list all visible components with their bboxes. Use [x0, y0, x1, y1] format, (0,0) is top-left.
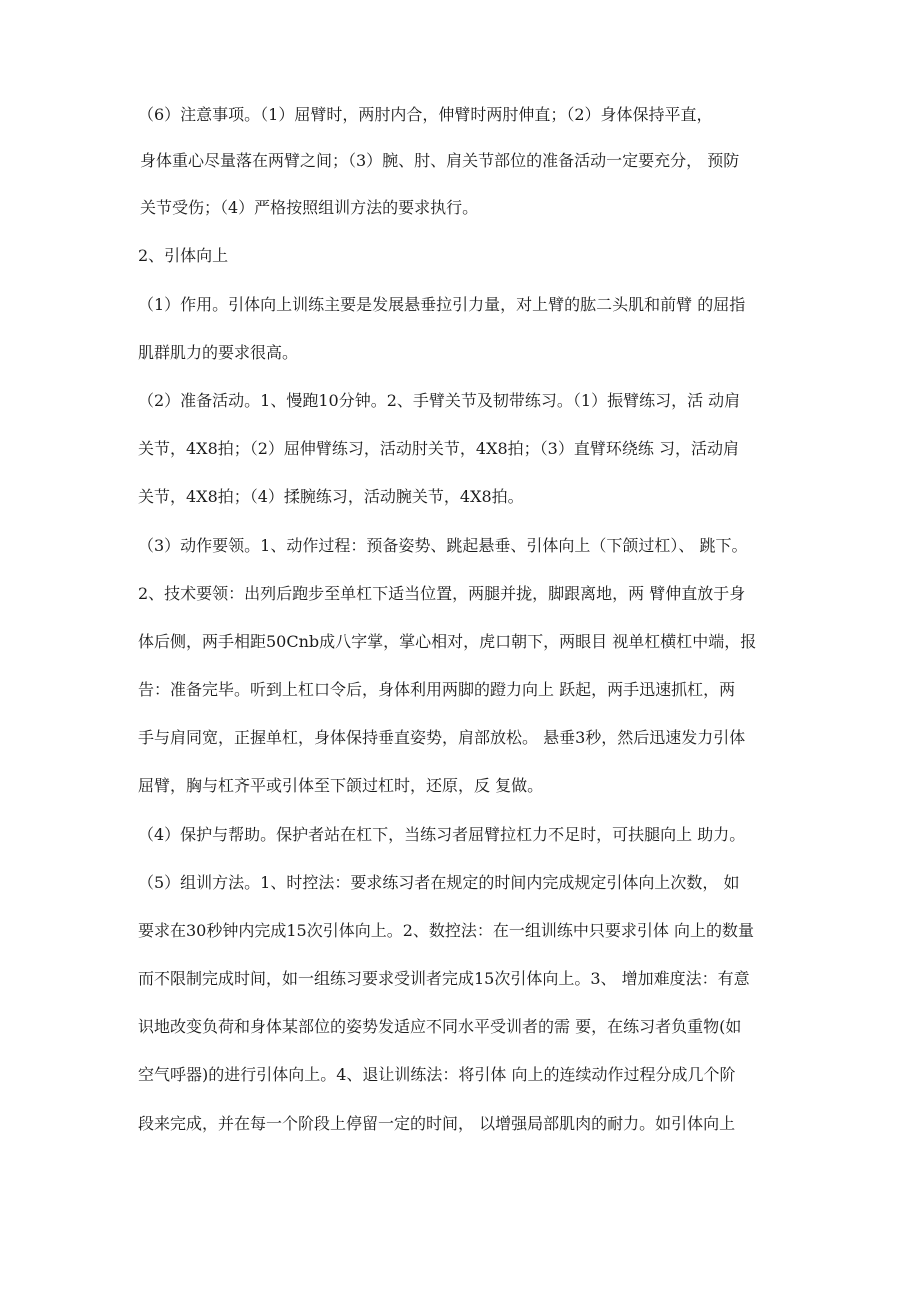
- text-line: （4）保护与帮助。保护者站在杠下，当练习者屈臂拉杠力不足时，可扶腿向上 助力。: [138, 825, 746, 844]
- text-line: 告：准备完毕。听到上杠口令后，身体利用两脚的蹬力向上 跃起，两手迅速抓杠，两: [138, 680, 736, 699]
- text-line: 段来完成，并在每一个阶段上停留一定的时间， 以增强局部肌肉的耐力。如引体向上: [138, 1114, 736, 1133]
- text-line: （1）作用。引体向上训练主要是发展悬垂拉引力量，对上臂的肱二头肌和前臂 的屈指: [138, 295, 746, 314]
- text-line: （6）注意事项。（1）屈臂时，两肘内合，伸臂时两肘伸直；（2）身体保持平直，: [138, 105, 713, 124]
- text-line: 2、技术要领：出列后跑步至单杠下适当位置，两腿并拢，脚跟离地，两 臂伸直放于身: [138, 584, 746, 603]
- text-line: 关节，4X8拍；（2）屈伸臂练习，活动肘关节，4X8拍；（3）直臂环绕练 习，活动肩: [138, 439, 739, 458]
- text-line: 关节，4X8拍；（4）揉腕练习，活动腕关节，4X8拍。: [138, 487, 524, 506]
- text-line: 体后侧，两手相距50Cnb成八字掌，掌心相对，虎口朝下，两眼目 视单杠横杠中端，报: [138, 632, 757, 651]
- text-line: 屈臂，胸与杠齐平或引体至下颌过杠时，还原，反 复做。: [138, 776, 544, 795]
- text-line: 识地改变负荷和身体某部位的姿势发适应不同水平受训者的需 要，在练习者负重物(如: [138, 1017, 742, 1036]
- text-line: 肌群肌力的要求很高。: [138, 343, 299, 362]
- text-line: 身体重心尽量落在两臂之间；（3）腕、肘、肩关节部位的准备活动一定要充分， 预防: [140, 151, 740, 170]
- text-line: 要求在30秒钟内完成15次引体向上。2、数控法：在一组训练中只要求引体 向上的数量: [138, 921, 754, 940]
- text-line: 关节受伤；（4）严格按照组训方法的要求执行。: [140, 198, 479, 217]
- text-line: （2）准备活动。1、慢跑10分钟。2、手臂关节及韧带练习。（1）振臂练习，活 动肩: [138, 391, 741, 410]
- text-line: （5）组训方法。1、时控法：要求练习者在规定的时间内完成规定引体向上次数， 如: [138, 873, 740, 892]
- section-heading: 2、引体向上: [138, 246, 229, 265]
- text-line: （3）动作要领。1、动作过程：预备姿势、跳起悬垂、引体向上（下颌过杠）、 跳下。: [138, 536, 748, 555]
- text-line: 空气呼器)的进行引体向上。4、退让训练法：将引体 向上的连续动作过程分成几个阶: [138, 1065, 736, 1084]
- text-line: 手与肩同宽，正握单杠，身体保持垂直姿势，肩部放松。 悬垂3秒，然后迅速发力引体: [138, 728, 746, 747]
- text-line: 而不限制完成时间，如一组练习要求受训者完成15次引体向上。3、 增加难度法：有意: [138, 969, 750, 988]
